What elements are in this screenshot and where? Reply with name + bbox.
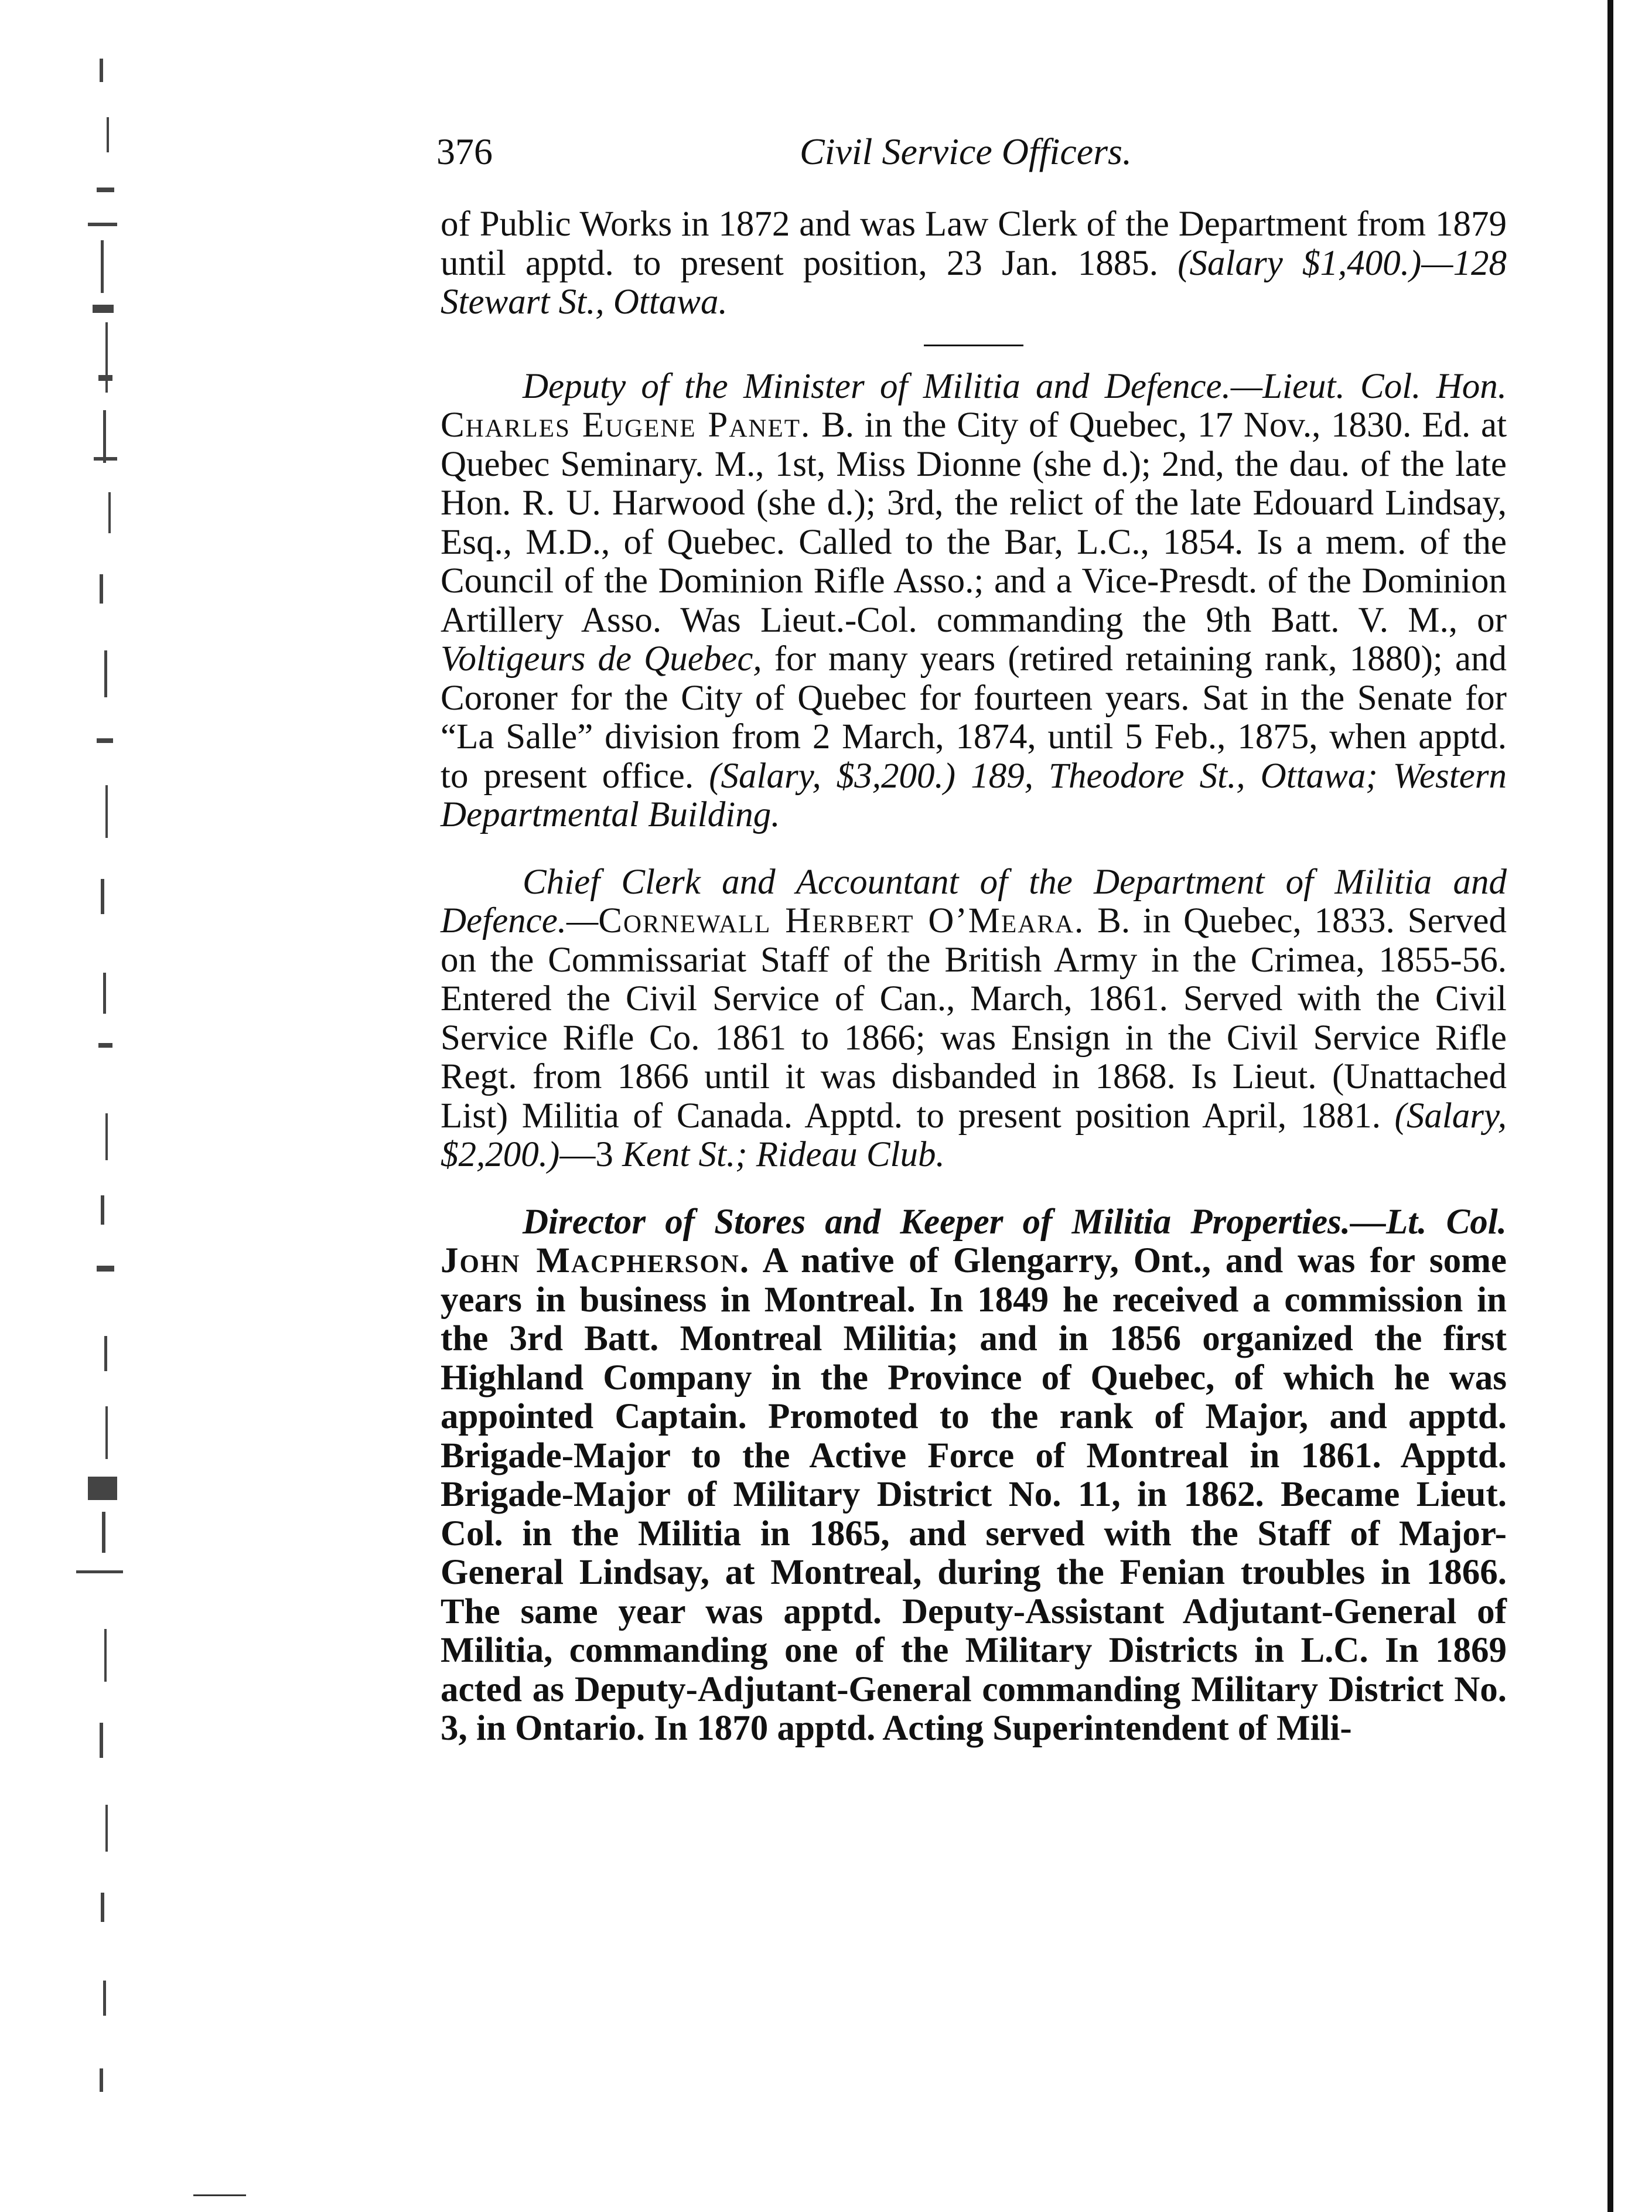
- entry-name: Cornewall Herbert O’Meara.: [598, 901, 1085, 940]
- scan-bottom-mark: [193, 2194, 246, 2196]
- entry-body: of Public Works in 1872 and was Law Clerk of the Department from 1879 until apptd. to present position, 23 Jan. 1885.: [441, 205, 1507, 283]
- running-head: Civil Service Officers.: [800, 131, 1132, 172]
- entry-name: Charles Eugene Panet.: [441, 405, 811, 445]
- section-divider: [924, 345, 1023, 346]
- scan-right-edge: [1607, 0, 1613, 2212]
- entry-salary: (Salary $1,400.): [1177, 243, 1422, 283]
- entry-body-continued: for many years (retired retaining rank, 1880); and Coroner for the City of Quebec for fourteen years. Sat in the Senate for “La Salle” division from 2 March, 1874, until 5 Feb., 1875, when apptd. to present office.: [441, 639, 1507, 796]
- entry-name: John Macpherson.: [441, 1241, 750, 1280]
- entry-title: Deputy of the Minister of Militia and Defence.—Lieut. Col. Hon.: [523, 366, 1507, 406]
- entry-title: Director of Stores and Keeper of Militia Properties.—Lt. Col.: [523, 1202, 1507, 1242]
- entry-macpherson: [441, 1203, 1507, 1749]
- entry-address-number: —3: [559, 1135, 613, 1174]
- page-body: [441, 205, 1507, 1749]
- entry-panet: [441, 367, 1507, 835]
- page-header: [436, 130, 1526, 177]
- entry-omeara: [441, 863, 1507, 1175]
- entry-body: A native of Glengarry, Ont., and was for some years in business in Montreal. In 1849 he received a commission in the 3rd Batt. Montreal Militia; and in 1856 organized the first Highland Company in the Province of Quebec, of which he was appointed Captain. Promoted to the rank of Major, and apptd. Brigade-Major to the Active Force of Montreal in 1861. Apptd. Brigade-Major of Military District No. 11, in 1862. Became Lieut. Col. in the Militia in 1865, and served with the Staff of Major-General Lindsay, at Montreal, during the Fenian troubles in 1866. The same year was apptd. Deputy-Assistant Adjutant-General of Militia, commanding one of the Military Districts in L.C. In 1869 acted as Deputy-Adjutant-General commanding Military District No. 3, in Ontario. In 1870 apptd. Acting Superintendent of Mili-: [441, 1241, 1507, 1748]
- entry-salary: (Salary, $2,200.): [441, 1096, 1507, 1174]
- entry-salary: (Salary, $3,200.): [709, 756, 956, 796]
- entry-title: Chief Clerk and Accountant of the Department of Militia and Defence.—: [441, 862, 1507, 940]
- entry-body: B. in Quebec, 1833. Served on the Commissariat Staff of the British Army in the Crimea, 1855-56. Entered the Civil Service of Can., March, 1861. Served with the Civil Service Rifle Co. 1861 to 1866; was Ensign in the Civil Service Rifle Regt. from 1866 until it was disbanded in 1868. Is Lieut. (Unattached List) Militia of Canada. Apptd. to present position April, 1881.: [441, 901, 1507, 1136]
- entry-body-italic: Voltigeurs de Quebec,: [441, 639, 762, 679]
- entry-address: —128 Stewart St., Ottawa.: [441, 243, 1507, 322]
- page-number: 376: [436, 131, 493, 172]
- entry-body: B. in the City of Quebec, 17 Nov., 1830. Ed. at Quebec Seminary. M., 1st, Miss Dionne (she d.); 2nd, the dau. of the late Hon. R. U. Harwood (she d.); 3rd, the relict of the late Edouard Lindsay, Esq., M.D., of Quebec. Called to the Bar, L.C., 1854. Is a mem. of the Council of the Dominion Rifle Asso.; and a Vice-Presdt. of the Dominion Artillery Asso. Was Lieut.-Col. commanding the 9th Batt. V. M., or: [441, 405, 1507, 640]
- paragraph-gap: [441, 835, 1507, 863]
- entry-address: Kent St.; Rideau Club.: [622, 1135, 945, 1174]
- scan-edge-noise: [64, 47, 129, 2203]
- paragraph-gap: [441, 1175, 1507, 1203]
- entry-continuation: [441, 205, 1507, 322]
- entry-address: 189, Theodore St., Ottawa; Western Departmental Building.: [441, 756, 1507, 834]
